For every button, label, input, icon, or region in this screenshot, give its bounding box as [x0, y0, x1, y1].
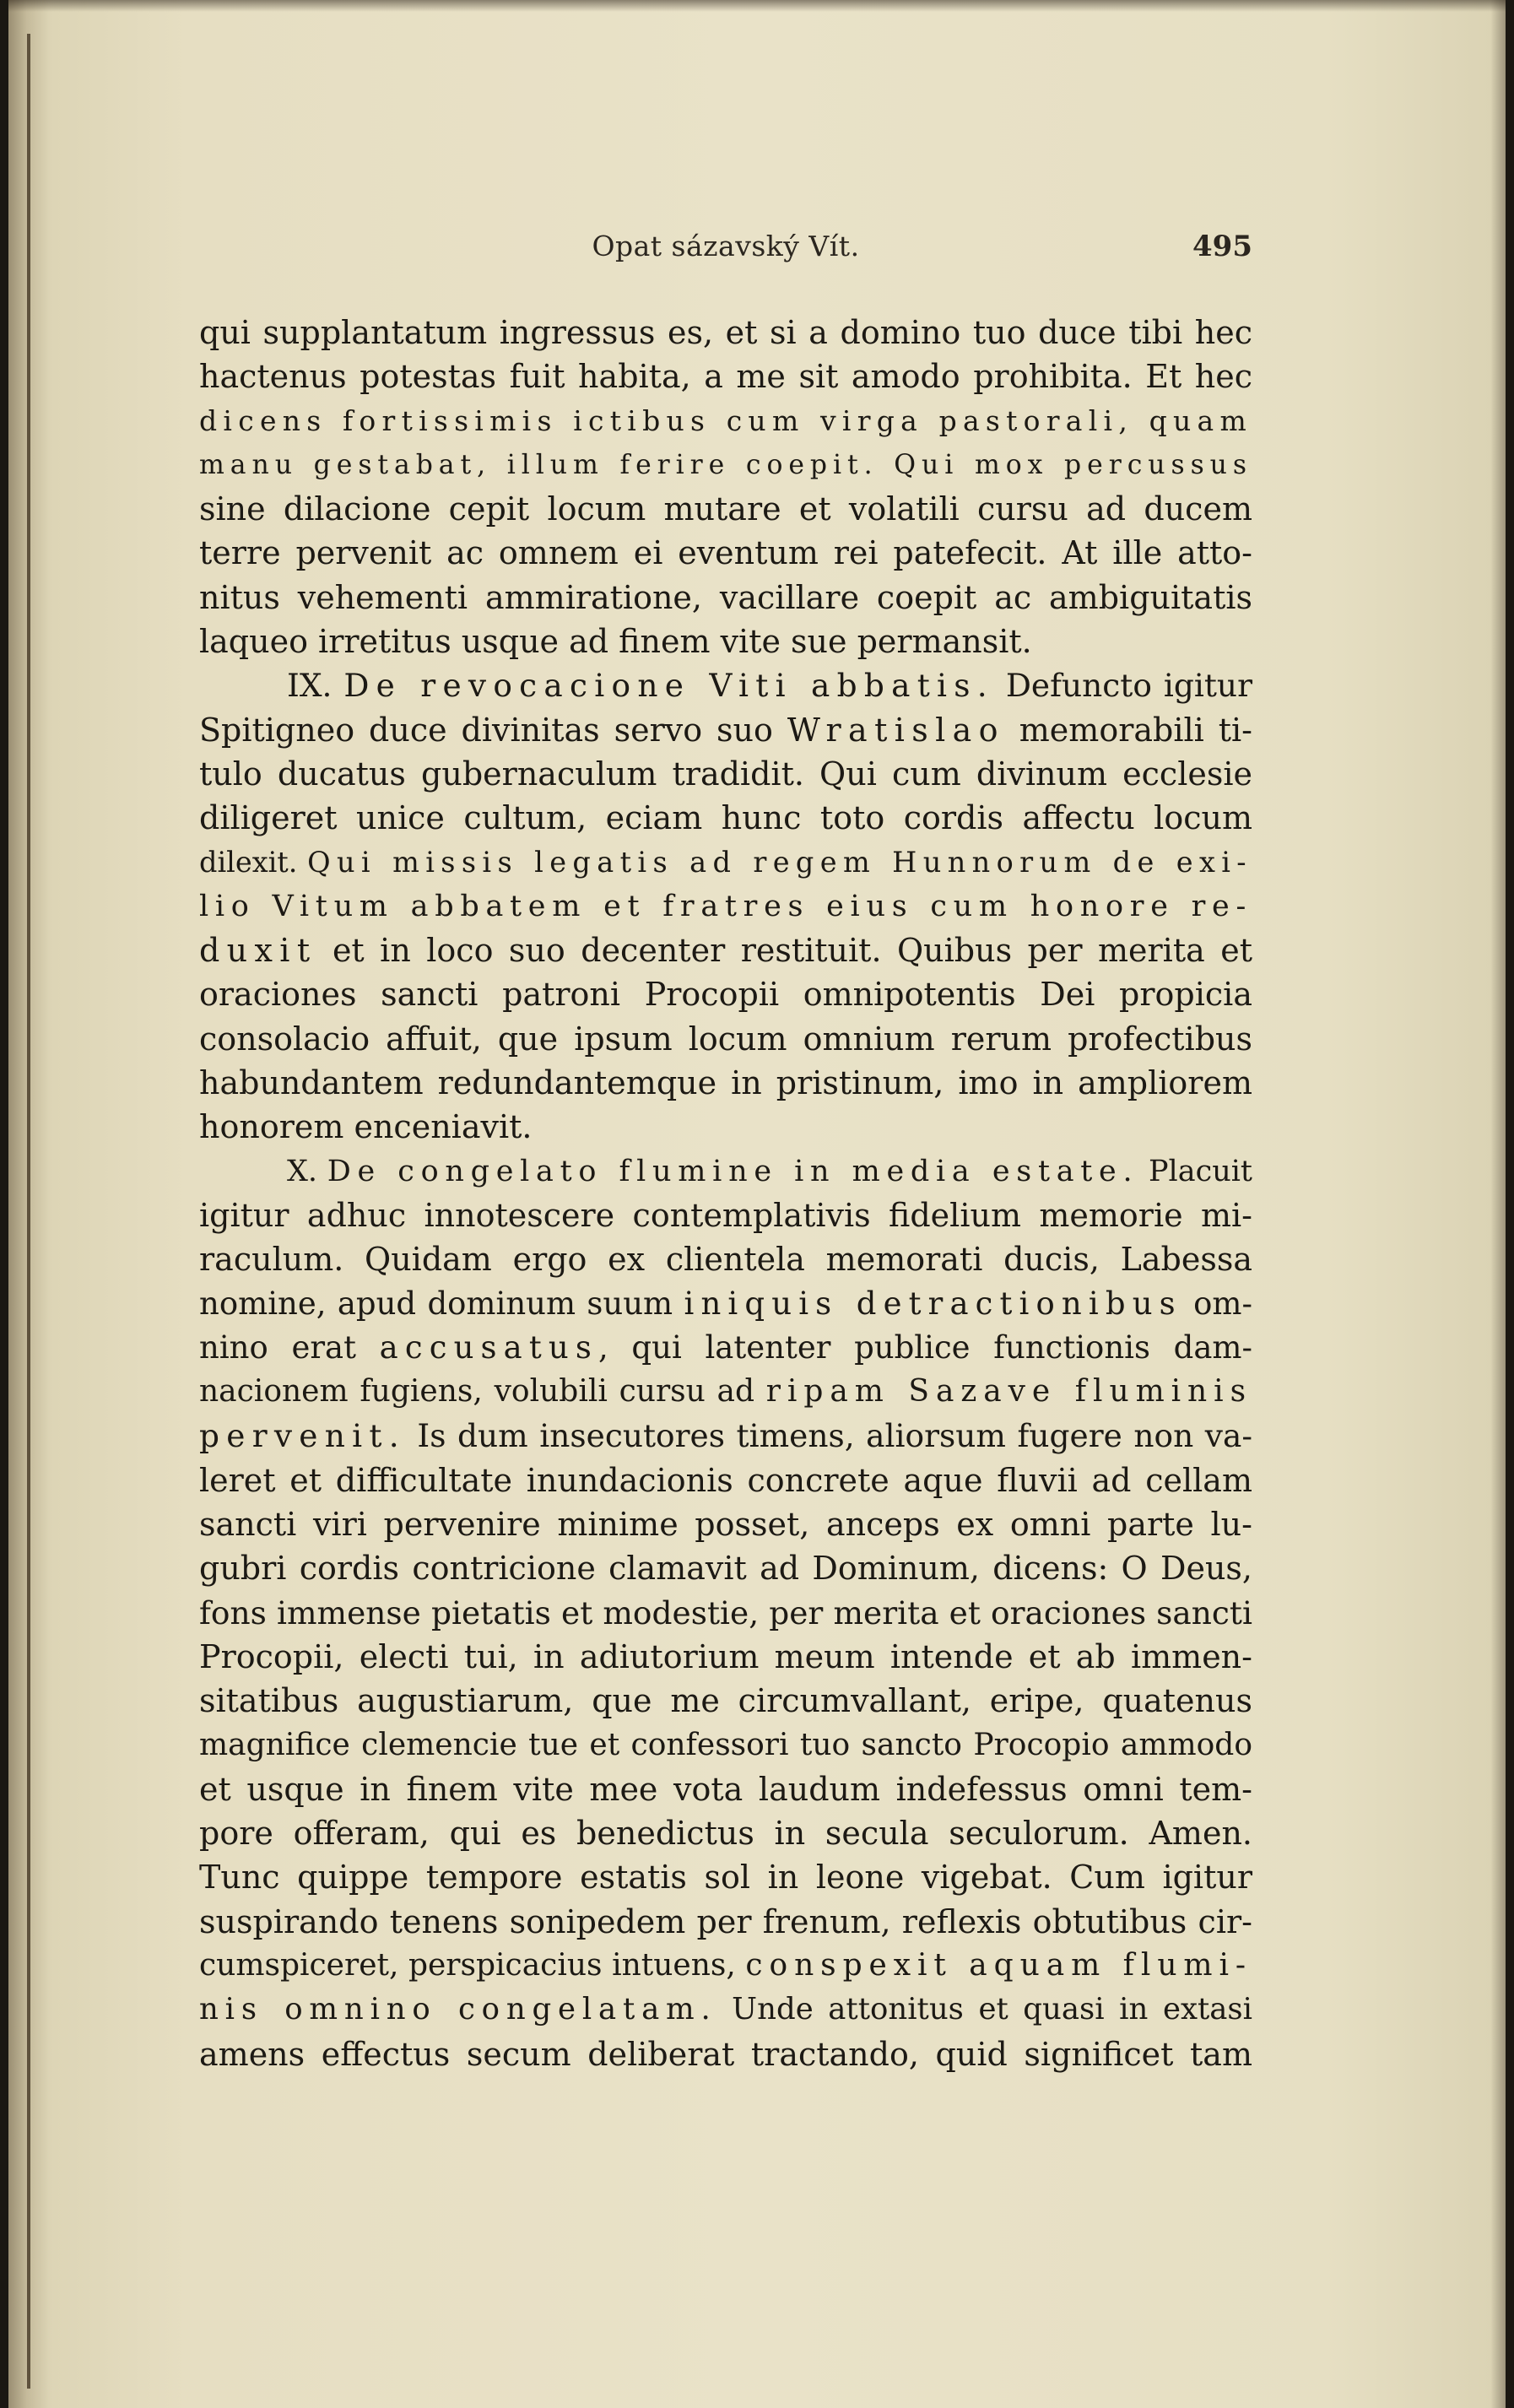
spaced-text-segment: dicens fortissimis ictibus cum virga pastorali, quam — [199, 403, 1252, 437]
text-line — [199, 1767, 1252, 1811]
text-segment: tulo ducatus gubernaculum tradidit. Qui cum divinum ecclesie — [199, 755, 1252, 793]
page-header — [199, 230, 1252, 270]
text-line — [199, 1193, 1252, 1237]
text-segment: igitur adhuc innotescere contemplativis fidelium memorie mi- — [199, 1196, 1252, 1234]
binding-edge — [27, 34, 30, 2389]
spaced-text-segment: Qui missis legatis ad regem Hunnorum de exi- — [307, 845, 1252, 879]
text-segment: Spitigneo duce divinitas servo suo — [199, 711, 787, 749]
text-line — [199, 708, 1252, 752]
text-segment: consolacio affuit, que ipsum locum omnium rerum profectibus — [199, 1020, 1252, 1058]
text-segment: honorem enceniavit. — [199, 1108, 533, 1146]
text-line — [199, 885, 1252, 928]
page-number: 495 — [1192, 230, 1252, 263]
spaced-text-segment: iniquis detractionibus — [684, 1285, 1182, 1322]
text-line — [199, 354, 1252, 398]
text-segment: sancti viri pervenire minime posset, anceps ex omni parte lu- — [199, 1506, 1252, 1544]
text-segment: sitatibus augustiarum, que me circumvallant, eripe, quatenus — [199, 1682, 1252, 1720]
running-title: Opat sázavský Vít. — [592, 230, 860, 262]
text-line — [199, 796, 1252, 840]
spaced-text-segment: nis omnino congelatam. — [199, 1992, 717, 2027]
text-line — [199, 487, 1252, 531]
spaced-text-segment: accusatus — [379, 1328, 598, 1366]
text-segment: diligeret unice cultum, eciam hunc toto cordis affectu locum — [199, 799, 1252, 837]
text-segment: laqueo irretitus usque ad finem vite sue permansit. — [199, 623, 1032, 661]
text-segment: , qui latenter publice functionis dam- — [597, 1328, 1252, 1366]
spaced-text-segment: ripam Sazave fluminis — [765, 1374, 1252, 1410]
spaced-text-segment: duxit — [199, 932, 317, 970]
text-line — [199, 1458, 1252, 1502]
section-title: De revocacione Viti abbatis. — [343, 667, 994, 705]
spaced-text-segment: lio Vitum abbatem et fratres eius cum honore re- — [199, 889, 1252, 923]
text-segment: oraciones sancti patroni Procopii omnipotentis Dei propicia — [199, 976, 1252, 1014]
text-segment: amens effectus secum deliberat tractando, quid significet tam — [199, 2035, 1252, 2073]
text-line — [199, 1105, 1252, 1149]
text-segment: leret et difficultate inundacionis concrete aque fluvii ad cellam — [199, 1461, 1252, 1499]
spaced-text-segment: conspexit aquam flumi- — [745, 1947, 1252, 1983]
text-segment: hactenus potestas fuit habita, a me sit amodo prohibita. Et hec — [199, 358, 1252, 396]
text-line — [199, 841, 1252, 885]
text-segment: Procopii, electi tui, in adiutorium meum intende et ab immen- — [199, 1637, 1252, 1675]
text-segment: nacionem fugiens, volubili cursu ad — [199, 1374, 766, 1410]
text-segment: nomine, apud dominum suum — [199, 1285, 684, 1322]
text-line — [199, 1988, 1252, 2032]
text-line — [199, 1414, 1252, 1458]
text-segment: raculum. Quidam ergo ex clientela memorati ducis, Labessa — [199, 1241, 1252, 1279]
text-line — [199, 1237, 1252, 1281]
text-segment: pore offeram, qui es benedictus in secula seculorum. Amen. — [199, 1815, 1252, 1853]
text-line — [199, 972, 1252, 1016]
spaced-text-segment: manu gestabat, illum ferire coepit. Qui mox percussus — [199, 449, 1252, 480]
text-segment: qui supplantatum ingressus es, et si a domino tuo duce tibi hec — [199, 314, 1252, 351]
text-line — [199, 1546, 1252, 1590]
top-page-edge — [8, 0, 1506, 12]
text-line — [199, 1061, 1252, 1105]
section-number: IX. — [287, 667, 344, 705]
text-line — [199, 1900, 1252, 1944]
spaced-text-segment: pervenit. — [199, 1417, 406, 1455]
text-line — [199, 1591, 1252, 1635]
text-segment: dilexit. — [199, 845, 308, 879]
text-line — [199, 1282, 1252, 1326]
text-line — [199, 1679, 1252, 1723]
spaced-text-segment: Wratislao — [787, 711, 1005, 749]
text-segment: cumspiceret, perspicacius intuens, — [199, 1947, 746, 1983]
text-segment: memorabili ti- — [1004, 711, 1252, 749]
text-line — [199, 1723, 1252, 1767]
text-segment: Unde attonitus et quasi in extasi — [716, 1992, 1252, 2027]
text-line — [199, 1635, 1252, 1679]
section-heading-line — [199, 663, 1252, 707]
section-number: X. — [287, 1154, 327, 1188]
text-line — [199, 576, 1252, 620]
text-line — [199, 928, 1252, 972]
text-segment: om- — [1181, 1285, 1252, 1322]
text-segment: Placuit — [1138, 1154, 1252, 1188]
text-segment: et usque in finem vite mee vota laudum indefessus omni tem- — [199, 1770, 1252, 1808]
text-line — [199, 311, 1252, 354]
text-segment: suspirando tenens sonipedem per frenum, reflexis obtutibus cir- — [199, 1902, 1252, 1940]
text-line — [199, 531, 1252, 575]
text-segment: magnifice clemencie tue et confessori tuo sancto Procopio ammodo — [199, 1727, 1252, 1762]
text-segment: nino erat — [199, 1328, 380, 1366]
text-segment: Tunc quippe tempore estatis sol in leone vigebat. Cum igitur — [199, 1859, 1252, 1897]
section-title: De congelato flumine in media estate. — [327, 1154, 1139, 1188]
text-line — [199, 399, 1252, 443]
text-line — [199, 1370, 1252, 1414]
right-page-edge — [1490, 0, 1506, 2408]
text-segment: terre pervenit ac omnem ei eventum rei patefecit. At ille atto- — [199, 534, 1252, 572]
text-line — [199, 752, 1252, 796]
text-line — [199, 1855, 1252, 1899]
text-segment: nitus vehementi ammiratione, vacillare coepit ac ambiguitatis — [199, 578, 1252, 616]
text-line — [199, 1944, 1252, 1988]
section-heading-line — [199, 1150, 1252, 1193]
text-line — [199, 1326, 1252, 1370]
text-line — [199, 1017, 1252, 1061]
text-segment: et in loco suo decenter restituit. Quibus per merita et — [316, 932, 1252, 970]
text-line — [199, 1502, 1252, 1546]
text-segment: habundantem redundantemque in pristinum, imo in ampliorem — [199, 1064, 1252, 1102]
text-line — [199, 2032, 1252, 2076]
text-line — [199, 443, 1252, 487]
text-segment: fons immense pietatis et modestie, per merita et oraciones sancti — [199, 1594, 1252, 1631]
text-line — [199, 620, 1252, 663]
text-segment: sine dilacione cepit locum mutare et volatili cursu ad ducem — [199, 490, 1252, 528]
text-segment: gubri cordis contricione clamavit ad Dominum, dicens: O Deus, — [199, 1550, 1252, 1588]
text-line — [199, 1811, 1252, 1855]
text-segment: Defuncto igitur — [993, 667, 1252, 705]
body-text — [199, 311, 1252, 2076]
text-segment: Is dum insecutores timens, aliorsum fugere non va- — [405, 1417, 1252, 1455]
